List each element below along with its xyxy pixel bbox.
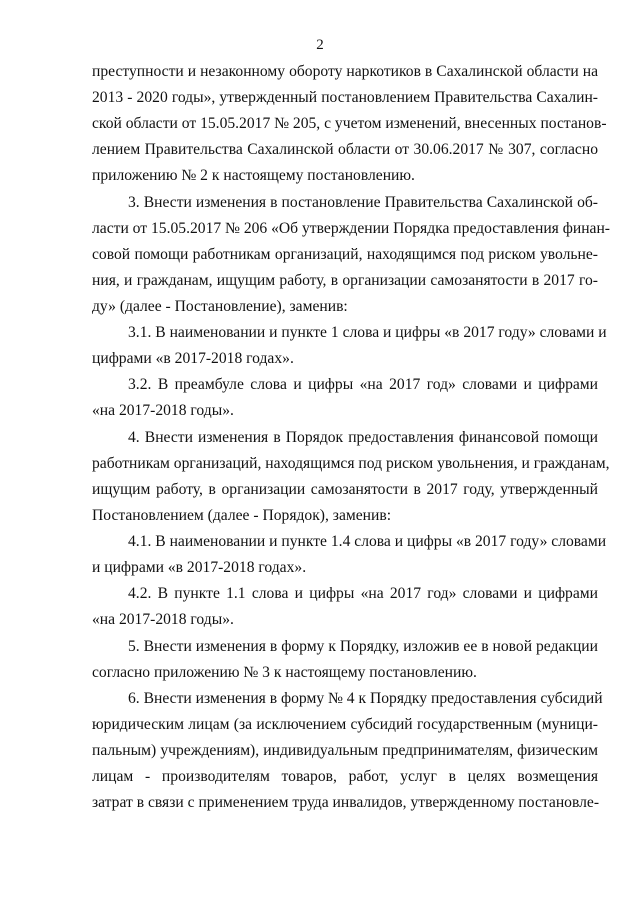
text-line: лением Правительства Сахалинской области от 30.06.2017 № 307, согласно (92, 141, 598, 158)
text-line: 5. Внести изменения в форму к Порядку, изложив ее в новой редакции (128, 638, 598, 655)
text-line: согласно приложению № 3 к настоящему постановлению. (92, 664, 477, 681)
text-line: затрат в связи с применением труда инвалидов, утвержденному постановле- (92, 794, 600, 811)
text-line: преступности и незаконному обороту наркотиков в Сахалинской области на (92, 63, 598, 80)
text-line: работникам организаций, находящимся под риском увольнения, и гражданам, (92, 455, 610, 472)
text-line: 2013 - 2020 годы», утвержденный постановлением Правительства Сахалин- (92, 89, 598, 106)
text-line: 4.2. В пункте 1.1 слова и цифры «на 2017 год» словами и цифрами (128, 585, 598, 602)
text-line: 4.1. В наименовании и пункте 1.4 слова и цифры «в 2017 году» словами (128, 533, 607, 550)
text-line: ищущим работу, в организации самозанятости в 2017 году, утвержденный (92, 481, 598, 498)
text-line: ласти от 15.05.2017 № 206 «Об утверждении Порядка предоставления финан- (92, 220, 610, 237)
text-line: и цифрами «в 2017-2018 годах». (92, 559, 307, 576)
text-line: приложению № 2 к настоящему постановлению. (92, 167, 415, 184)
text-line: юридическим лицам (за исключением субсидий государственным (муници- (92, 716, 598, 733)
text-line: ния, и гражданам, ищущим работу, в организации самозанятости в 2017 го- (92, 272, 598, 289)
text-line: «на 2017-2018 годы». (92, 611, 234, 628)
text-line: пальным) учреждениям), индивидуальным предпринимателям, физическим (92, 742, 598, 759)
text-line: ду» (далее - Постановление), заменив: (92, 298, 348, 315)
text-line: 3. Внести изменения в постановление Правительства Сахалинской об- (128, 194, 598, 211)
text-line: 4. Внести изменения в Порядок предоставления финансовой помощи (128, 429, 598, 446)
text-line: «на 2017-2018 годы». (92, 402, 234, 419)
text-line: 3.1. В наименовании и пункте 1 слова и цифры «в 2017 году» словами и (128, 324, 607, 341)
text-line: лицам - производителям товаров, работ, услуг в целях возмещения (92, 768, 598, 785)
text-line: цифрами «в 2017-2018 годах». (92, 350, 294, 367)
text-line: 6. Внести изменения в форму № 4 к Порядку предоставления субсидий (128, 690, 603, 707)
text-line: совой помощи работникам организаций, находящимся под риском увольне- (92, 246, 598, 263)
text-line: 3.2. В преамбуле слова и цифры «на 2017 год» словами и цифрами (128, 376, 598, 393)
text-line: Постановлением (далее - Порядок), заменив: (92, 507, 392, 524)
text-line: ской области от 15.05.2017 № 205, с учетом изменений, внесенных постанов- (92, 115, 607, 132)
page-number: 2 (316, 37, 324, 53)
